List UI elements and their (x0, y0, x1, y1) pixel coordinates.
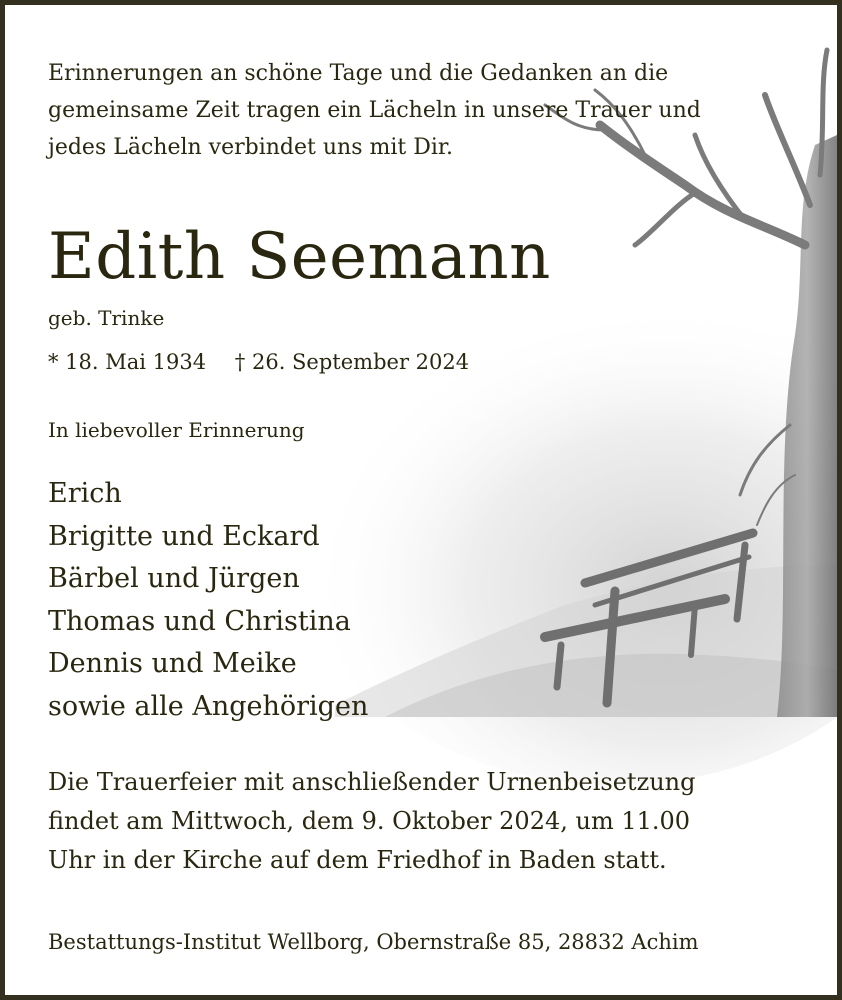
service-line: findet am Mittwoch, dem 9. Oktober 2024, um 11.00 (48, 807, 691, 835)
mourner-entry: Dennis und Meike (48, 648, 297, 679)
service-line: Uhr in der Kirche auf dem Friedhof in Baden statt. (48, 846, 667, 874)
mourner-entry: Bärbel und Jürgen (48, 563, 300, 594)
mourner-entry: Thomas und Christina (48, 605, 351, 637)
quote-line: Erinnerungen an schöne Tage und die Gedanken an die (48, 61, 669, 86)
maiden-name: geb. Trinke (48, 306, 165, 330)
deceased-name: Edith Seemann (48, 220, 551, 294)
mourner-entry: sowie alle Angehörigen (48, 690, 369, 722)
service-line: Die Trauerfeier mit anschließender Urnenbeisetzung (48, 768, 696, 796)
life-dates (48, 348, 469, 376)
funeral-home: Bestattungs-Institut Wellborg, Obernstraße 85, 28832 Achim (48, 930, 699, 954)
death-date: † 26. September 2024 (234, 350, 470, 374)
remembrance-intro: In liebevoller Erinnerung (48, 418, 305, 442)
quote-line: gemeinsame Zeit tragen ein Lächeln in unsere Trauer und (48, 98, 701, 123)
mourners-list (48, 473, 368, 728)
quote-line: jedes Lächeln verbindet uns mit Dir. (48, 135, 453, 160)
memorial-quote (48, 55, 701, 166)
birth-date: * 18. Mai 1934 (48, 350, 207, 374)
mourner-entry: Erich (48, 478, 122, 509)
mourner-entry: Brigitte und Eckard (48, 520, 320, 552)
service-announcement (48, 763, 695, 880)
